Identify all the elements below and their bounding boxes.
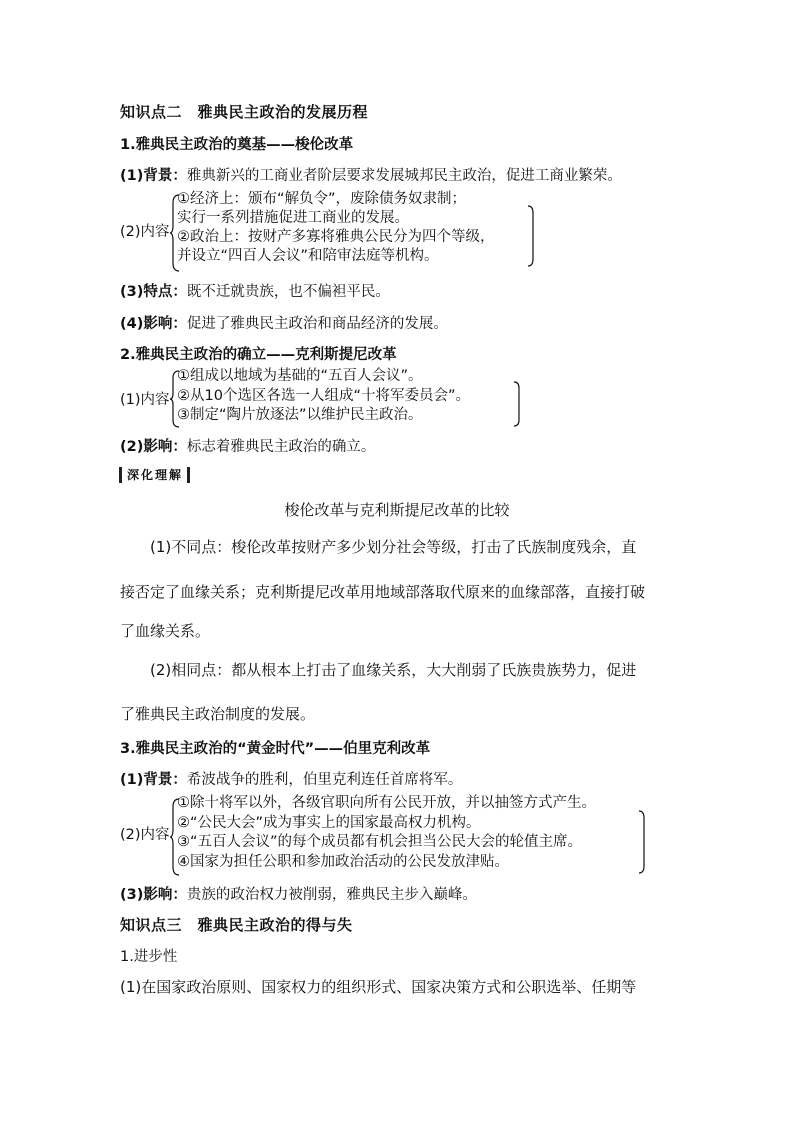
text: 贵族的政治权力被削弱，雅典民主步入巅峰。 — [186, 887, 477, 903]
text: 既不迁就贵族，也不偏袒平民。 — [186, 284, 390, 300]
subsection-title-solon: 1.雅典民主政治的奠基——梭伦改革 — [120, 137, 354, 153]
cleisthenes-effect — [120, 435, 375, 456]
cleisthenes-content-label: (1)内容 — [120, 392, 170, 408]
list-item: ②从10个选区各选一人组成“十将军委员会”。 — [177, 387, 470, 404]
cleisthenes-content-list — [177, 367, 470, 426]
solon-content-list — [177, 190, 495, 266]
subsection-title-cleisthenes: 2.雅典民主政治的确立——克利斯提尼改革 — [120, 347, 397, 363]
list-item: ①经济上：颁布“解负令”，废除债务奴隶制； — [177, 191, 467, 207]
comparison-p2-line1: (2)相同点：都从根本上打击了血缘关系，大大削弱了氏族贵族势力，促进 — [150, 661, 637, 679]
pericles-content-label: (2)内容 — [120, 827, 170, 843]
progress-line1: (1)在国家政治原则、国家权力的组织形式、国家决策方式和公职选举、任期等 — [120, 978, 637, 996]
comparison-title: 梭伦改革与克利斯提尼改革的比较 — [284, 501, 510, 519]
solon-content-label: (2)内容 — [120, 224, 170, 240]
label: (1)背景： — [120, 772, 187, 788]
right-brace-icon — [527, 205, 535, 267]
comparison-p1-line2: 接否定了血缘关系；克利斯提尼改革用地域部落取代原来的血缘部落，直接打破 — [120, 583, 646, 601]
label: (2)影响： — [120, 439, 187, 455]
list-item: ①组成以地域为基础的“五百人会议”。 — [177, 368, 423, 384]
comparison-p2-line2: 了雅典民主政治制度的发展。 — [120, 705, 316, 723]
comparison-p1-line1: (1)不同点：梭伦改革按财产多少划分社会等级，打击了氏族制度残余，直 — [150, 538, 637, 556]
pericles-content-list — [177, 794, 596, 872]
section-heading-kp2: 知识点二 雅典民主政治的发展历程 — [120, 103, 369, 121]
label: (1)背景： — [120, 168, 187, 184]
subsection-title-pericles: 3.雅典民主政治的“黄金时代”——伯里克利改革 — [120, 741, 431, 757]
comparison-p1-line3: 了血缘关系。 — [120, 622, 211, 640]
deep-understanding-tag: 深化理解 — [119, 467, 190, 483]
label: (3)影响： — [120, 887, 187, 903]
label: (3)特点： — [120, 284, 187, 300]
solon-feature — [120, 280, 390, 301]
pericles-effect — [120, 883, 477, 904]
list-item: 并设立“四百人会议”和陪审法庭等机构。 — [177, 248, 439, 264]
solon-background — [120, 164, 622, 185]
list-item: ④国家为担任公职和参加政治活动的公民发放津贴。 — [177, 853, 509, 870]
list-item: 实行一系列措施促进工商业的发展。 — [177, 210, 409, 226]
text: 促进了雅典民主政治和商品经济的发展。 — [186, 316, 448, 332]
text: 标志着雅典民主政治的确立。 — [186, 439, 376, 455]
right-brace-icon — [638, 810, 646, 874]
list-item: ②“公民大会”成为事实上的国家最高权力机构。 — [177, 814, 481, 831]
list-item: ③“五百人会议”的每个成员都有机会担当公民大会的轮值主席。 — [177, 834, 583, 850]
list-item: ①除十将军以外，各级官职向所有公民开放，并以抽签方式产生。 — [177, 795, 596, 811]
subsection-title-progress: 1.进步性 — [120, 949, 178, 965]
label: (4)影响： — [120, 316, 187, 332]
section-heading-kp3: 知识点三 雅典民主政治的得与失 — [120, 916, 353, 934]
right-brace-icon — [513, 381, 521, 427]
pericles-background — [120, 768, 462, 789]
list-item: ②政治上：按财产多寡将雅典公民分为四个等级， — [177, 229, 495, 245]
list-item: ③制定“陶片放逐法”以维护民主政治。 — [177, 407, 423, 423]
solon-effect — [120, 312, 448, 333]
text: 雅典新兴的工商业者阶层要求发展城邦民主政治，促进工商业繁荣。 — [186, 168, 622, 184]
text: 希波战争的胜利，伯里克利连任首席将军。 — [186, 772, 463, 788]
